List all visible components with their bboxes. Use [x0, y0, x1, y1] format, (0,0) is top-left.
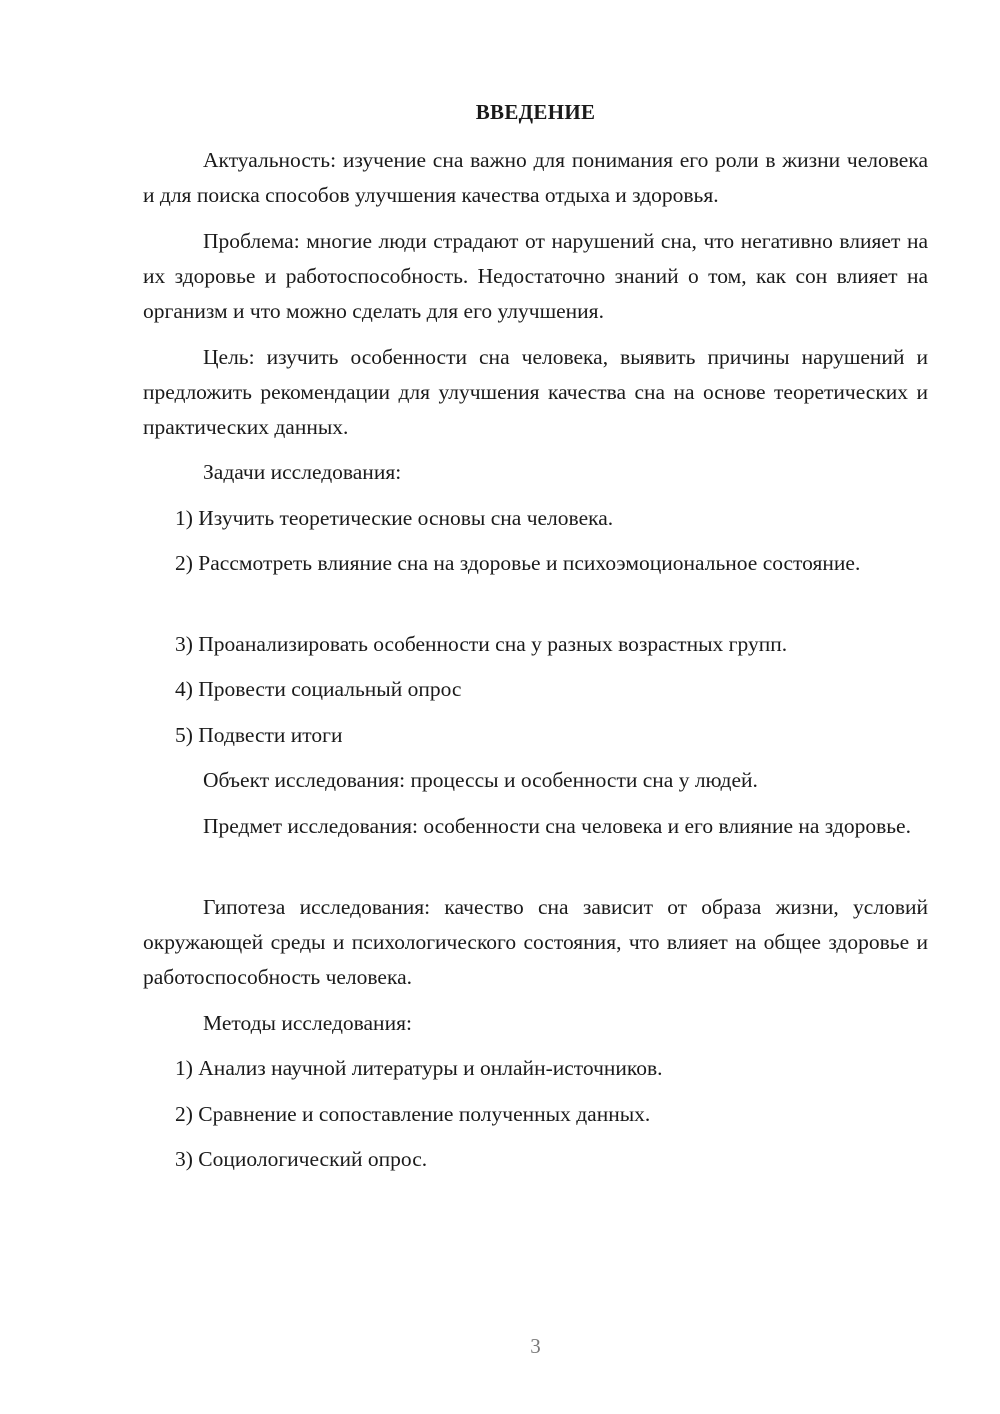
method-item-1: 1) Анализ научной литературы и онлайн-источников.	[175, 1056, 663, 1080]
page-title: ВВЕДЕНИЕ	[475, 100, 596, 124]
method-item-3: 3) Социологический опрос.	[175, 1147, 428, 1171]
page-number: 3	[530, 1334, 541, 1358]
task-item-2: 2) Рассмотреть влияние сна на здоровье и психоэмоциональное состояние.	[175, 551, 861, 575]
methods-heading: Методы исследования:	[203, 1011, 412, 1035]
subject-paragraph: Предмет исследования: особенности сна человека и его влияние на здоровье.	[203, 814, 911, 838]
task-item-3: 3) Проанализировать особенности сна у разных возрастных групп.	[175, 632, 788, 656]
relevance-paragraph: Актуальность: изучение сна важно для понимания его роли в жизни человека и для поиска способов улучшения качества отдыха и здоровья.	[143, 148, 928, 207]
task-item-1: 1) Изучить теоретические основы сна человека.	[175, 506, 614, 530]
tasks-heading: Задачи исследования:	[203, 460, 402, 484]
task-item-5: 5) Подвести итоги	[175, 723, 343, 747]
document-page	[143, 0, 928, 1414]
problem-paragraph: Проблема: многие люди страдают от нарушений сна, что негативно влияет на их здоровье и работоспособность. Недостаточно знаний о том, как сон влияет на организм и что можно сделать для его улучшения.	[143, 229, 928, 323]
goal-paragraph: Цель: изучить особенности сна человека, выявить причины нарушений и предложить рекомендации для улучшения качества сна на основе теоретических и практических данных.	[143, 345, 928, 439]
hypothesis-paragraph: Гипотеза исследования: качество сна зависит от образа жизни, условий окружающей среды и психологического состояния, что влияет на общее здоровье и работоспособность человека.	[143, 895, 928, 989]
object-paragraph: Объект исследования: процессы и особенности сна у людей.	[203, 768, 758, 792]
method-item-2: 2) Сравнение и сопоставление полученных данных.	[175, 1102, 651, 1126]
task-item-4: 4) Провести социальный опрос	[175, 677, 462, 701]
